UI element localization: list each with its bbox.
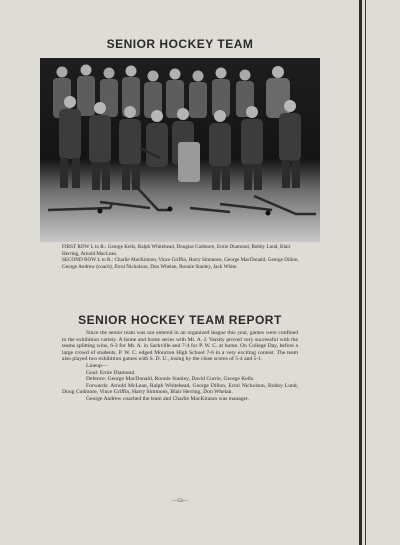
- page-number: —53—: [171, 498, 189, 504]
- caption-second-row: SECOND ROW L to R.: Charlie MacKinnon, Vince Griffin, Harry Simmons, George MacDonald, George Dillon, George Andrew (coach), Errol Nicholson, Don Whelan, Ronnie Stanley, Jack White.: [62, 257, 299, 270]
- page-border-thick: [359, 0, 362, 545]
- forwards-line: Forwards: Arnold McLean, Ralph Whitehead, George Dillon, Errol Nicholson, Bobby Lund, Doug Cudmore, Vince Griffin, Harry Simmons, Blair Herring, Don Whelan.: [62, 382, 298, 396]
- team-photo: [40, 58, 320, 242]
- page-border-thin: [365, 0, 366, 545]
- closing-line: George Andrew coached the team and Charlie MacKinnon was manager.: [86, 395, 249, 402]
- report-title: SENIOR HOCKEY TEAM REPORT: [78, 313, 282, 327]
- photo-caption: [62, 244, 302, 270]
- caption-first-row: FIRST ROW L to R.: George Kells, Ralph Whitehead, Douglas Cudmore, Ernie Diamond, Bobby Lund, Blair Herring, Arnold MacLean.: [62, 244, 291, 257]
- team-photo-image: [40, 58, 320, 242]
- report-body: [62, 330, 298, 403]
- lineup-label: Lineup—: [86, 362, 108, 369]
- report-paragraph: Since the senior team was not entered in an organized league this year, games were confined to the exhibition variety. A home and home series with Mt. A. J. Varsity proved very successful with the teams splitting wins, 6-3 for Mt. A. in Sackville and 7-4 for P. W. C. at home. On College Day, before a large crowd of students, P. W. C. edged Moncton High School 7-6 in a very exciting contest. The team also played two exhibition games with S. D. U., losing by the close scores of 5-4 and 5-1.: [62, 330, 298, 363]
- defence-line: Defence: George MacDonald, Ronnie Stanley, David Currie, George Kells.: [86, 376, 255, 383]
- goal-line: Goal: Ernie Diamond.: [86, 369, 136, 376]
- photo-section-title: SENIOR HOCKEY TEAM: [106, 37, 254, 51]
